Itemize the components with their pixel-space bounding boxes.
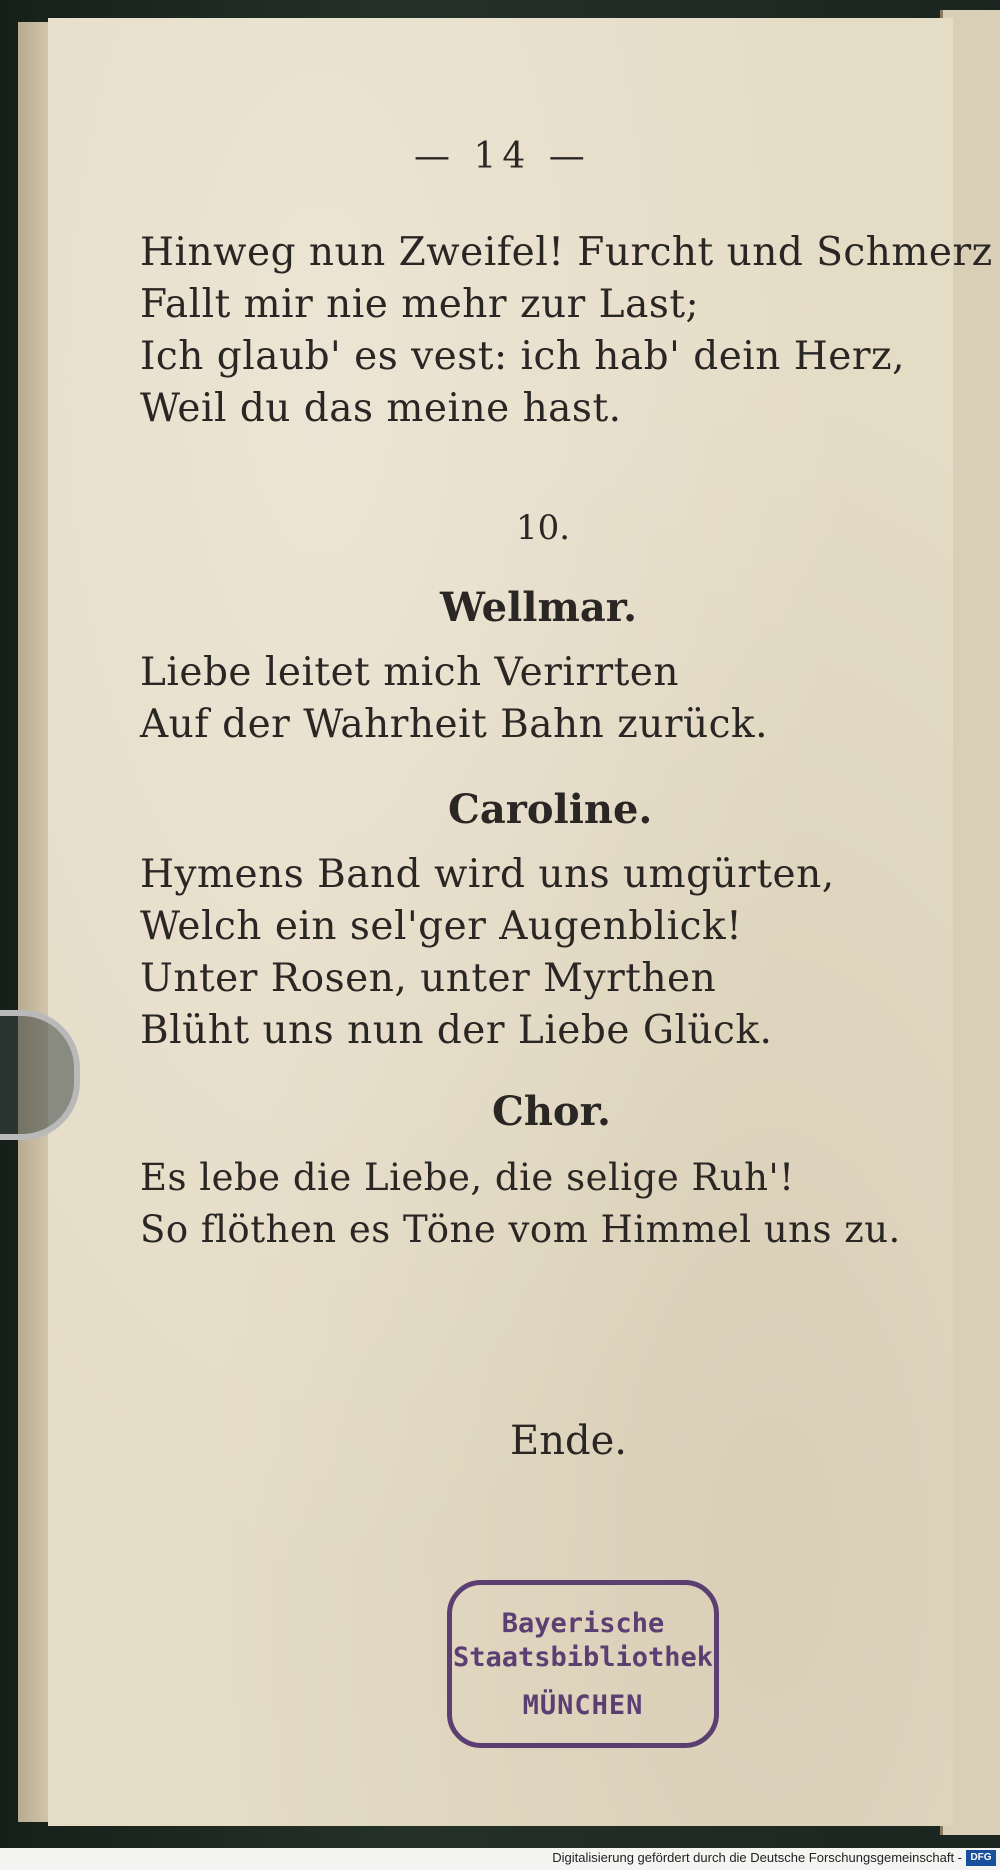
stanza-line-2: Fallt mir nie mehr zur Last; bbox=[140, 282, 700, 327]
speaker-wellmar: Wellmar. bbox=[440, 584, 638, 631]
stamp-line-1: Bayerische bbox=[501, 1608, 665, 1639]
caroline-line-1: Hymens Band wird uns umgürten, bbox=[140, 852, 835, 897]
section-number: 10. bbox=[516, 508, 571, 548]
stamp-line-2: Staatsbibliothek bbox=[452, 1642, 714, 1673]
end-word: Ende. bbox=[510, 1418, 627, 1464]
stamp-line-3: MÜNCHEN bbox=[522, 1690, 644, 1721]
stanza-line-1: Hinweg nun Zweifel! Furcht und Schmerz bbox=[140, 230, 993, 275]
caroline-line-3: Unter Rosen, unter Myrthen bbox=[140, 956, 717, 1001]
stanza-line-3: Ich glaub' es vest: ich hab' dein Herz, bbox=[140, 334, 905, 379]
speaker-chor: Chor. bbox=[492, 1088, 611, 1135]
library-stamp bbox=[447, 1580, 719, 1748]
chor-line-2: So flöthen es Töne vom Himmel uns zu. bbox=[140, 1208, 901, 1251]
book-page bbox=[48, 18, 993, 1826]
caroline-line-2: Welch ein sel'ger Augenblick! bbox=[140, 904, 743, 949]
footer-credit: Digitalisierung gefördert durch die Deutsche Forschungsgemeinschaft - bbox=[552, 1850, 962, 1865]
stanza-line-4: Weil du das meine hast. bbox=[140, 386, 622, 431]
caroline-line-4: Blüht uns nun der Liebe Glück. bbox=[140, 1008, 773, 1053]
wellmar-line-1: Liebe leitet mich Verirrten bbox=[140, 650, 679, 695]
dfg-logo-icon: DFG bbox=[966, 1850, 996, 1866]
speaker-caroline: Caroline. bbox=[448, 786, 653, 833]
chor-line-1: Es lebe die Liebe, die selige Ruh'! bbox=[140, 1156, 795, 1199]
wellmar-line-2: Auf der Wahrheit Bahn zurück. bbox=[140, 702, 768, 747]
page-number: — 14 — bbox=[414, 136, 591, 177]
